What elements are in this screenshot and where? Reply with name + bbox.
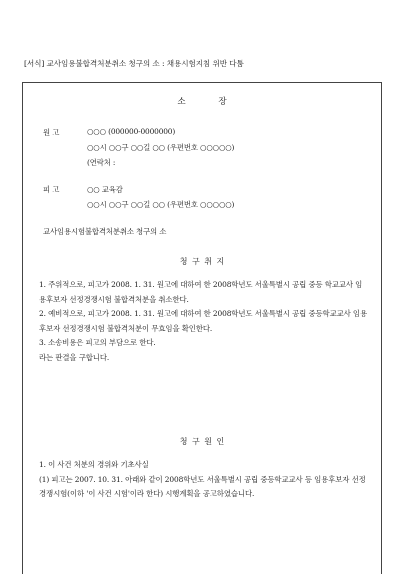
plaintiff-address: ○○시 ○○구 ○○길 ○○ (우편번호 ○○○○○) [87, 143, 235, 152]
complaint-document [22, 82, 382, 574]
defendant-label: 피 고 [43, 185, 60, 194]
case-name: 교사임용시험불합격처분취소 청구의 소 [43, 227, 167, 236]
reason-item: (1) 피고는 2007. 10. 31. 아래와 같이 2008학년도 서울특별시 공립 중등학교교사 등 임용후보자 선정경쟁시험(이하 '이 사건 시험'이라 한다) 시행계획을 공고하였습니다. [39, 474, 366, 499]
claim-closing: 라는 판결을 구합니다. [39, 352, 110, 362]
claim-item: 3. 소송비용은 피고의 부담으로 한다. [39, 338, 156, 348]
document-caption: [서식] 교사임용불합격처분취소 청구의 소 : 채용시험지침 위반 다툼 [24, 59, 244, 68]
defendant-name: ○○ 교육감 [87, 185, 123, 194]
plaintiff-contact: (연락처 : [87, 158, 116, 167]
plaintiff-label: 원 고 [43, 128, 60, 137]
document-title: 소 장 [177, 97, 227, 107]
claims-body [39, 278, 369, 366]
claim-item: 2. 예비적으로, 피고가 2008. 1. 31. 원고에 대하여 한 2008학년도 서울특별시 공립 중등학교교사 임용후보자 선정경쟁시험 불합격처분이 무효임을 확인한다. [39, 309, 368, 333]
claim-item: 1. 주위적으로, 피고가 2008. 1. 31. 원고에 대하여 한 2008학년도 서울특별시 공립 중등 학교교사 임용후보자 선정경쟁시험 불합격처분을 취소한다. [39, 280, 363, 304]
reasons-body [39, 458, 369, 502]
plaintiff-name: ○○○ (000000-0000000) [87, 127, 176, 136]
defendant-address: ○○시 ○○구 ○○길 ○○ (우편번호 ○○○○○) [87, 200, 235, 209]
reasons-heading: 청 구 원 인 [179, 437, 225, 446]
claims-heading: 청 구 취 지 [179, 257, 225, 266]
reason-item: 1. 이 사건 처분의 경위와 기초사실 [39, 460, 149, 469]
